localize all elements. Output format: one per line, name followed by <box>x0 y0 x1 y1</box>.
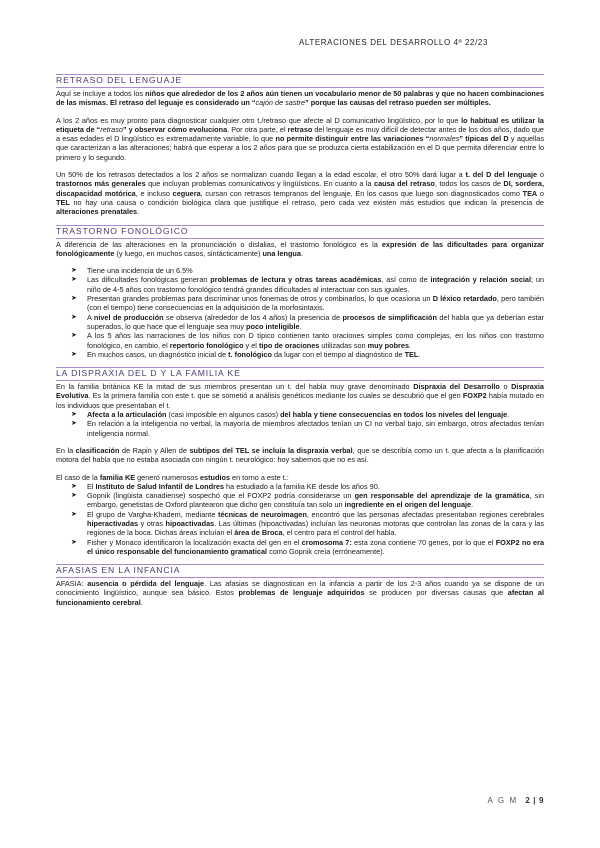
arrow-right-icon: ➤ <box>71 492 77 500</box>
running-header: ALTERACIONES DEL DESARROLLO 4º 22/23 <box>298 38 488 47</box>
bullet-list <box>56 266 544 359</box>
paragraph: Aquí se incluye a todos los niños que alrededor de los 2 años aún tienen un vocabulario menor de 50 palabras y que no hacen combinaciones de las mismas. El retraso del leguaje es considerado un “cajón de sastre” porque las causas del retraso pueden ser múltiples. <box>56 89 544 108</box>
arrow-right-icon: ➤ <box>71 411 77 419</box>
arrow-right-icon: ➤ <box>71 267 77 275</box>
paragraph: A diferencia de las alteraciones en la pronunciación o dislalias, el trastorno fonológico es la expresión de las dificultades para organizar fonológicamente (y luego, en muchos casos, sintácticamente) una lengua. <box>56 239 544 258</box>
list-item: ➤ El grupo de Vargha-Khadem, mediante técnicas de neuroimagen, encontró que las personas afectadas presentaban regiones cerebrales hiperactivadas y otras hipoactivadas. Las últimas (hipoactivadas) incluían las neuronas motoras que controlan las zonas de la cara y las regiones de la boca. Dichas áreas incluían el área de Broca, el centro para el control del habla. <box>71 509 545 538</box>
paragraph: En la clasificación de Rapin y Allen de subtipos del TEL se incluía la dispraxia verbal, que se describía como un t. que afecta a la planificación motora del habla que no estaba asociada con ningún t. neurológico: hoy sabemos que no es así. <box>56 445 544 465</box>
paragraph: En la familia británica KE la mitad de sus miembros presentan un t. del habla muy grave denominado Dispraxia del Desarrollo o Dispraxia Evolutiva. Es la primera familia con este t. que se sometió a análisis genéticos mediante los cuales se descubrió que el gen FOXP2 había mutado en los individuos que presentaban el t. <box>56 382 544 410</box>
bullet-list <box>56 410 544 438</box>
list-item: ➤ Las dificultades fonológicas generan problemas de lectura y otras tareas académicas, así como de integración y relación social; un niño de 4-5 años con trastorno fonológico tendrá grandes dificultades al interactuar con sus iguales. <box>71 275 545 294</box>
page-content <box>56 74 544 615</box>
paragraph: Un 50% de los retrasos detectados a los 2 años se normalizan cuando llegan a la edad escolar, el otro 50% dará lugar a t. del D del lenguaje o trastornos más generales que incluyan problemas comunicativos y lingüísticos. En cuanto a la causa del retraso, todos los casos de DI, sordera, discapacidad motórica, e incluso ceguera, cursan con retrasos tempranos del lenguaje. En los casos que luego son diagnosticados como TEA o TEL no hay una causa o condición biológica clara que justifique el retraso, pero cada vez existen más estudios que indican la presencia de alteraciones prenatales. <box>56 170 544 217</box>
list-item: ➤ El Instituto de Salud Infantil de Londres ha estudiado a la familia KE desde los años 90. <box>71 481 380 491</box>
arrow-right-icon: ➤ <box>71 332 77 340</box>
section-title-retraso: RETRASO DEL LENGUAJE <box>56 74 544 88</box>
page-footer <box>488 796 544 805</box>
arrow-right-icon: ➤ <box>71 350 77 358</box>
list-item: ➤ A nivel de producción se observa (alrededor de los 4 años) la presencia de procesos de simplificación del habla que ya deberían estar superados, lo que hace que el lenguaje sea muy poco inteligible. <box>71 312 544 331</box>
arrow-right-icon: ➤ <box>71 482 77 490</box>
arrow-right-icon: ➤ <box>71 420 77 428</box>
section-title-dispraxia: LA DISPRAXIA DEL D Y LA FAMILIA KE <box>56 367 544 381</box>
arrow-right-icon: ➤ <box>71 538 77 546</box>
paragraph: El caso de la familia KE generó numerosos estudios en torno a este t.: <box>56 472 289 482</box>
author-initials: A G M <box>487 796 518 805</box>
list-item: ➤ Tiene una incidencia de un 6.5% <box>71 266 193 276</box>
bullet-list <box>56 482 544 556</box>
list-item: ➤ A los 5 años las narraciones de los niños con D típico contienen tanto oraciones simples como complejas, en los niños con trastorno fonológico, en cambio, el repertorio fonológico y el tipo de oraciones utilizadas son muy pobres. <box>71 331 544 350</box>
section-title-afasias: AFASIAS EN LA INFANCIA <box>56 564 544 578</box>
paragraph: AFASIA: ausencia o pérdida del lenguaje. Las afasias se diagnostican en la infancia a partir de los 2-3 años cuando ya se dispone de un conocimiento lingüístico, aunque sea básico. Estos problemas de lenguaje adquiridos se producen por diversas causas que afectan al funcionamiento cerebral. <box>56 579 544 607</box>
list-item: ➤ Gopnik (lingüista canadiense) sospechó que el FOXP2 podría considerarse un gen responsable del aprendizaje de la gramática, sin embargo, genetistas de Oxford plantearon que dicho gen constituía tan solo un ingrediente en el origen del lenguaje. <box>71 491 544 510</box>
list-item: ➤ Presentan grandes problemas para discriminar unos fonemas de otros y combinarlos, lo que ocasiona un D léxico retardado, pero también (con el tiempo) tiene consecuencias en la adquisición de la morfosintaxis. <box>71 294 544 313</box>
arrow-right-icon: ➤ <box>71 276 77 284</box>
arrow-right-icon: ➤ <box>71 510 77 518</box>
list-item: ➤ En relación a la inteligencia no verbal, la mayoría de miembros afectados tenían un CI no verbal bajo, sin embargo, otros afectados tenían inteligencia normal. <box>71 419 544 438</box>
page-number: 2 | 9 <box>525 796 544 805</box>
list-item: ➤ Afecta a la articulación (casi imposible en algunos casos) del habla y tiene consecuencias en todos los niveles del lenguaje. <box>71 410 510 420</box>
list-item: ➤ Fisher y Monaco identificaron la localización exacta del gen en el cromosoma 7: esta zona contiene 70 genes, por lo que el FOXP2 no era el único responsable del funcionamiento gramatical como Gopnik creía (erróneamente). <box>71 537 544 556</box>
arrow-right-icon: ➤ <box>71 295 77 303</box>
list-item: ➤ En muchos casos, un diagnóstico inicial de t. fonológico da lugar con el tiempo al diagnóstico de TEL. <box>71 349 421 359</box>
paragraph: A los 2 años es muy pronto para diagnosticar cualquier otro t./retraso que afecte al D comunicativo lingüístico, por lo que lo habitual es utilizar la etiqueta de “retraso” y observar cómo evoluciona. Por otra parte, el retraso del lenguaje es muy difícil de detectar antes de los dos años, dado que a esas edades el D lingüístico es extremadamente variable, lo que no permite distinguir entre las variaciones “normales” típicas del D y aquellas que caracterizan a las alteraciones; habrá que esperar a los 2 años para que se produzca cierta estabilización en el D que permita diferenciar entre lo primero y lo segundo. <box>56 115 545 162</box>
arrow-right-icon: ➤ <box>71 313 77 321</box>
section-title-fonologico: TRASTORNO FONOLÓGICO <box>56 225 544 239</box>
